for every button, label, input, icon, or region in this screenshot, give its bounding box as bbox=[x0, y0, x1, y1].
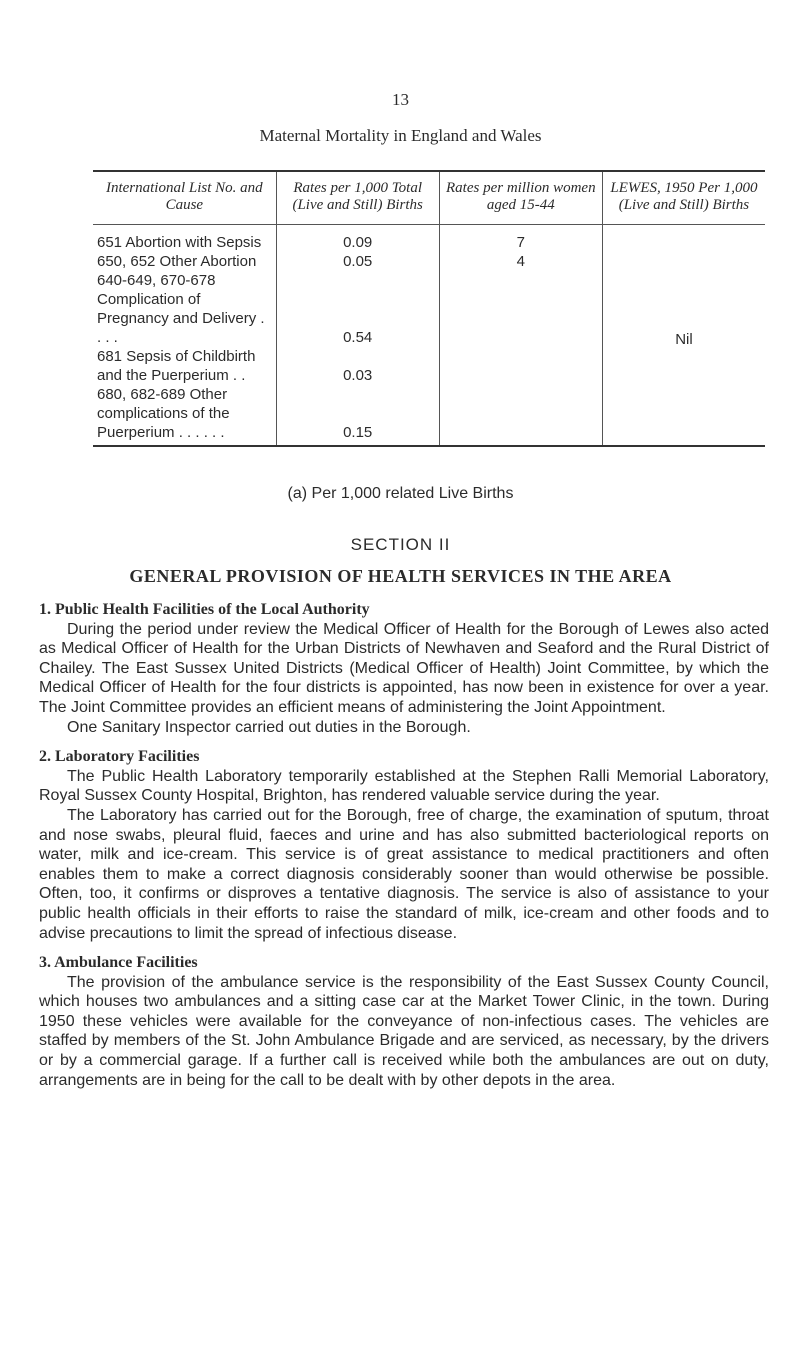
header-rate-per-million: Rates per million women aged 15-44 bbox=[439, 171, 602, 225]
rate-per-million-cell bbox=[439, 385, 602, 446]
rate-per-1000-cell: 0.15 bbox=[276, 385, 439, 446]
cause-cell: 681 Sepsis of Childbirth and the Puerperium . . bbox=[97, 348, 256, 384]
rate-per-1000-cell: 0.54 bbox=[276, 271, 439, 347]
page-number: 13 bbox=[392, 90, 409, 109]
rate-per-1000-cell: 0.09 bbox=[276, 225, 439, 253]
paragraph: The Laboratory has carried out for the Borough, free of charge, the examination of sputum, throat and nose swabs, pleural fluid, faeces and urine and has also submitted bacteriological reports on water, milk and ice-cream. This service is of great assistance to medical practitioners and often enables them to make a correct diagnosis considerably sooner than would otherwise be possible. Often, too, it confirms or disproves a tentative diagnosis. The service is also of assistance to your public health officials in their efforts to raise the standard of milk, ice-cream and other foods and to advise precautions to limit the spread of infectious disease. bbox=[39, 806, 769, 942]
body-text bbox=[39, 600, 769, 1090]
rate-per-1000-cell: 0.03 bbox=[276, 347, 439, 385]
cause-cell: 651 Abortion with Sepsis bbox=[97, 234, 262, 251]
subsection-title: 2. Laboratory Facilities bbox=[39, 748, 200, 766]
rate-per-1000-cell: 0.05 bbox=[276, 252, 439, 271]
maternal-mortality-table bbox=[93, 170, 765, 447]
table-footnote: (a) Per 1,000 related Live Births bbox=[287, 485, 514, 502]
cause-cell: 680, 682-689 Other complications of the Puerperium . . . . . . bbox=[97, 386, 230, 441]
cause-cell: 650, 652 Other Abortion bbox=[97, 253, 257, 270]
rate-per-million-cell bbox=[439, 271, 602, 347]
subsection-title: 3. Ambulance Facilities bbox=[39, 954, 198, 972]
lewes-cell: Nil bbox=[602, 225, 765, 447]
cause-cell: 640-649, 670-678 Complication of Pregnancy and Delivery . . . . bbox=[97, 272, 265, 346]
rate-per-million-cell bbox=[439, 347, 602, 385]
header-lewes: LEWES, 1950 Per 1,000 (Live and Still) Births bbox=[602, 171, 765, 225]
section-label: SECTION II bbox=[350, 535, 451, 554]
header-cause: International List No. and Cause bbox=[93, 171, 276, 225]
paragraph: The provision of the ambulance service is the responsibility of the East Sussex County Council, which houses two ambulances and a sitting case car at the Market Tower Clinic, in the town. During 1950 these vehicles were available for the conveyance of non-infectious cases. The vehicles are staffed by members of the St. John Ambulance Brigade and are serviced, as necessary, by the drivers or by a commercial garage. If a further call is received while both the ambulances are out on duty, arrangements are in being for the call to be dealt with by other depots in the area. bbox=[39, 973, 769, 1089]
subsection-title: 1. Public Health Facilities of the Local Authority bbox=[39, 601, 370, 618]
table-title: Maternal Mortality in England and Wales bbox=[259, 126, 542, 145]
paragraph: The Public Health Laboratory temporarily established at the Stephen Ralli Memorial Laboratory, Royal Sussex County Hospital, Brighton, has rendered valuable service during the year. bbox=[39, 767, 769, 805]
section-heading: GENERAL PROVISION OF HEALTH SERVICES IN THE AREA bbox=[129, 566, 672, 586]
header-rate-per-1000: Rates per 1,000 Total (Live and Still) Births bbox=[276, 171, 439, 225]
table-header-row bbox=[93, 171, 765, 225]
paragraph: During the period under review the Medical Officer of Health for the Borough of Lewes also acted as Medical Officer of Health for the Urban Districts of Newhaven and Seaford and the Rural District of Chailey. The East Sussex United Districts (Medical Officer of Health) Joint Committee, by which the Medical Officer of Health for the four districts is appointed, has now been in existence for over a year. The Joint Committee provides an efficient means of administering the Joint Appointment. bbox=[39, 620, 769, 716]
table-row bbox=[93, 225, 765, 253]
rate-per-million-cell: 7 bbox=[439, 225, 602, 253]
paragraph: One Sanitary Inspector carried out duties in the Borough. bbox=[67, 718, 471, 736]
rate-per-million-cell: 4 bbox=[439, 252, 602, 271]
